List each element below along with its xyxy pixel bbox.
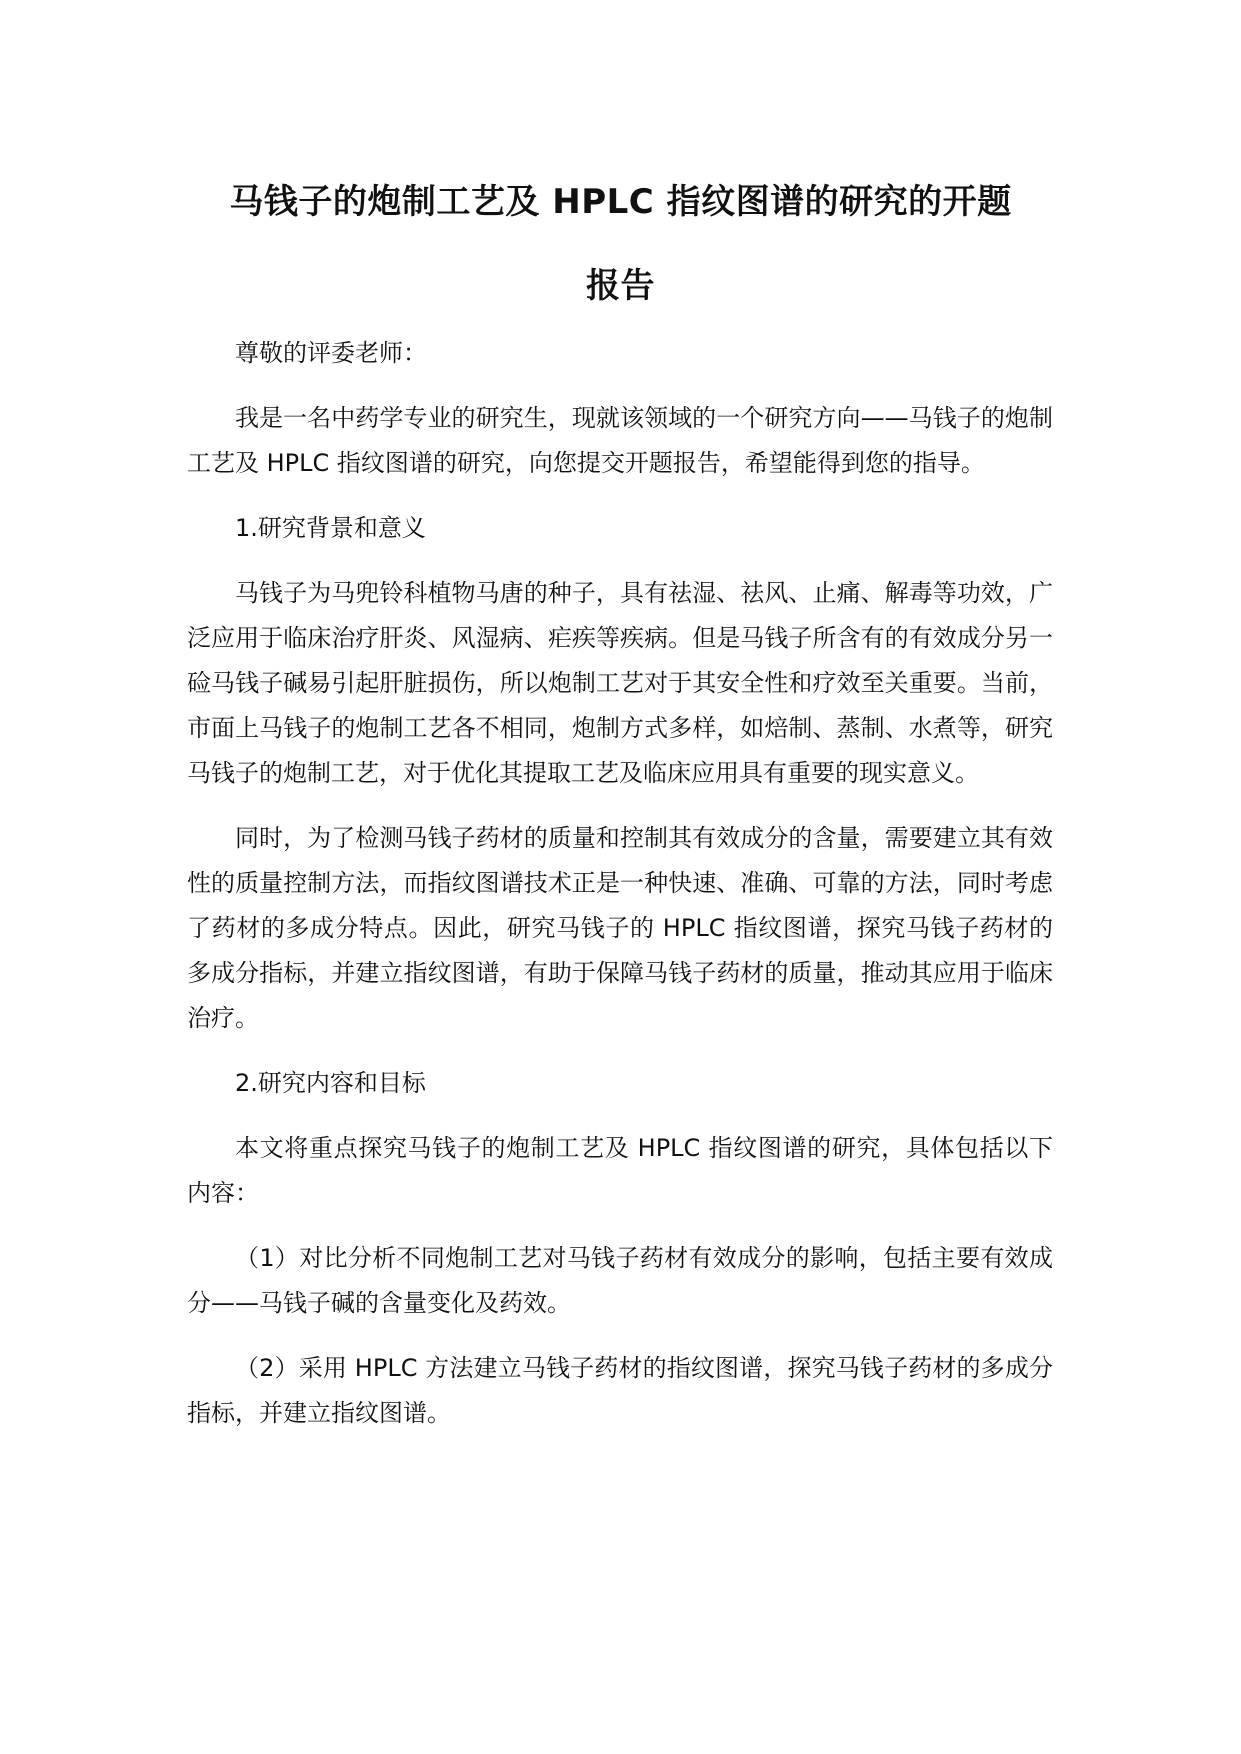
intro-paragraph: 我是一名中药学专业的研究生，现就该领域的一个研究方向——马钱子的炮制工艺及 HPLC 指纹图谱的研究，向您提交开题报告，希望能得到您的指导。 xyxy=(187,404,1053,477)
document-title xyxy=(150,160,1091,328)
title-line-1: 马钱子的炮制工艺及 HPLC 指纹图谱的研究的开题 xyxy=(229,182,1012,222)
section-2-item-2: （2）采用 HPLC 方法建立马钱子药材的指纹图谱，探究马钱子药材的多成分指标，并建立指纹图谱。 xyxy=(187,1354,1053,1427)
section-1-paragraph-1: 马钱子为马兜铃科植物马唐的种子，具有祛湿、祛风、止痛、解毒等功效，广泛应用于临床治疗肝炎、风湿病、疟疾等疾病。但是马钱子所含有的有效成分另一硷马钱子碱易引起肝脏损伤，所以炮制工艺对于其安全性和疗效至关重要。当前，市面上马钱子的炮制工艺各不相同，炮制方式多样，如焙制、蒸制、水煮等，研究马钱子的炮制工艺，对于优化其提取工艺及临床应用具有重要的现实意义。 xyxy=(187,579,1053,787)
section-1-paragraph-2: 同时，为了检测马钱子药材的质量和控制其有效成分的含量，需要建立其有效性的质量控制方法，而指纹图谱技术正是一种快速、准确、可靠的方法，同时考虑了药材的多成分特点。因此，研究马钱子的 HPLC 指纹图谱，探究马钱子药材的多成分指标，并建立指纹图谱，有助于保障马钱子药材的质量，推动其应用于临床治疗。 xyxy=(187,824,1053,1032)
section-1-heading: 1.研究背景和意义 xyxy=(235,514,426,542)
document-body xyxy=(187,331,1053,1456)
section-2-heading: 2.研究内容和目标 xyxy=(235,1069,426,1097)
title-line-2: 报告 xyxy=(586,266,655,306)
section-2-item-1: （1）对比分析不同炮制工艺对马钱子药材有效成分的影响，包括主要有效成分——马钱子碱的含量变化及药效。 xyxy=(187,1244,1053,1317)
section-2-paragraph-1: 本文将重点探究马钱子的炮制工艺及 HPLC 指纹图谱的研究，具体包括以下内容： xyxy=(187,1134,1053,1207)
salutation: 尊敬的评委老师： xyxy=(235,339,427,367)
